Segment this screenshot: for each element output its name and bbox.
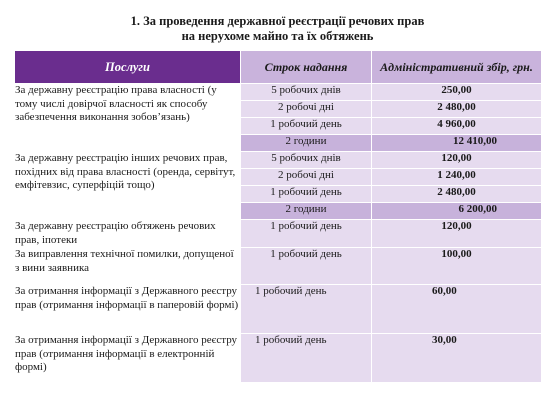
table-row xyxy=(15,152,542,169)
term-cell: 5 робочих днів xyxy=(241,84,372,101)
fee-cell: 6 200,00 xyxy=(372,203,542,220)
header-services: Послуги xyxy=(15,51,241,84)
service-ownership-registration: За державну реєстрацію права власності (у тому числі довірчої власності як способу забезпечення виконання зобов’язань) xyxy=(15,84,241,152)
service-derived-rights-registration: За державну реєстрацію інших речових прав, похідних від права власності (оренда, сервітут, емфітевзис, суперфіцій тощо) xyxy=(15,152,241,220)
table-row xyxy=(15,248,542,285)
fee-cell: 250,00 xyxy=(372,84,542,101)
fee-cell: 120,00 xyxy=(372,220,542,248)
term-cell: 5 робочих днів xyxy=(241,152,372,169)
header-term: Строк надання xyxy=(241,51,372,84)
term-cell: 2 робочі дні xyxy=(241,169,372,186)
fee-cell: 60,00 xyxy=(372,285,542,334)
table-row xyxy=(15,84,542,101)
term-cell: 2 години xyxy=(241,135,372,152)
fee-cell: 12 410,00 xyxy=(372,135,542,152)
header-fee: Адміністративний збір, грн. xyxy=(372,51,542,84)
service-info-electronic: За отримання інформації з Державного реєстру прав (отримання інформації в електронній формі) xyxy=(15,334,241,383)
term-cell: 2 робочі дні xyxy=(241,101,372,118)
fee-cell: 100,00 xyxy=(372,248,542,285)
term-cell: 1 робочий день xyxy=(241,220,372,248)
fee-cell: 120,00 xyxy=(372,152,542,169)
fee-cell: 2 480,00 xyxy=(372,101,542,118)
table-row xyxy=(15,334,542,383)
table-row xyxy=(15,220,542,248)
term-cell: 1 робочий день xyxy=(241,334,372,383)
title-line-1: 1. За проведення державної реєстрації речових прав xyxy=(130,14,425,28)
title-line-2: на нерухоме майно та їх обтяжень xyxy=(181,29,374,43)
service-error-correction: За виправлення технічної помилки, допущеної з вини заявника xyxy=(15,248,241,285)
fee-cell: 30,00 xyxy=(372,334,542,383)
term-cell: 1 робочий день xyxy=(241,186,372,203)
fee-cell: 1 240,00 xyxy=(372,169,542,186)
service-info-paper: За отримання інформації з Державного реєстру прав (отримання інформації в паперовій формі) xyxy=(15,285,241,334)
table-row xyxy=(15,285,542,334)
fees-table xyxy=(14,50,542,383)
term-cell: 1 робочий день xyxy=(241,118,372,135)
term-cell: 1 робочий день xyxy=(241,248,372,285)
term-cell: 2 години xyxy=(241,203,372,220)
fee-cell: 2 480,00 xyxy=(372,186,542,203)
service-encumbrance-registration: За державну реєстрацію обтяжень речових прав, іпотеки xyxy=(15,220,241,248)
table-header-row xyxy=(15,51,542,84)
document-title xyxy=(0,14,555,44)
fee-cell: 4 960,00 xyxy=(372,118,542,135)
term-cell: 1 робочий день xyxy=(241,285,372,334)
